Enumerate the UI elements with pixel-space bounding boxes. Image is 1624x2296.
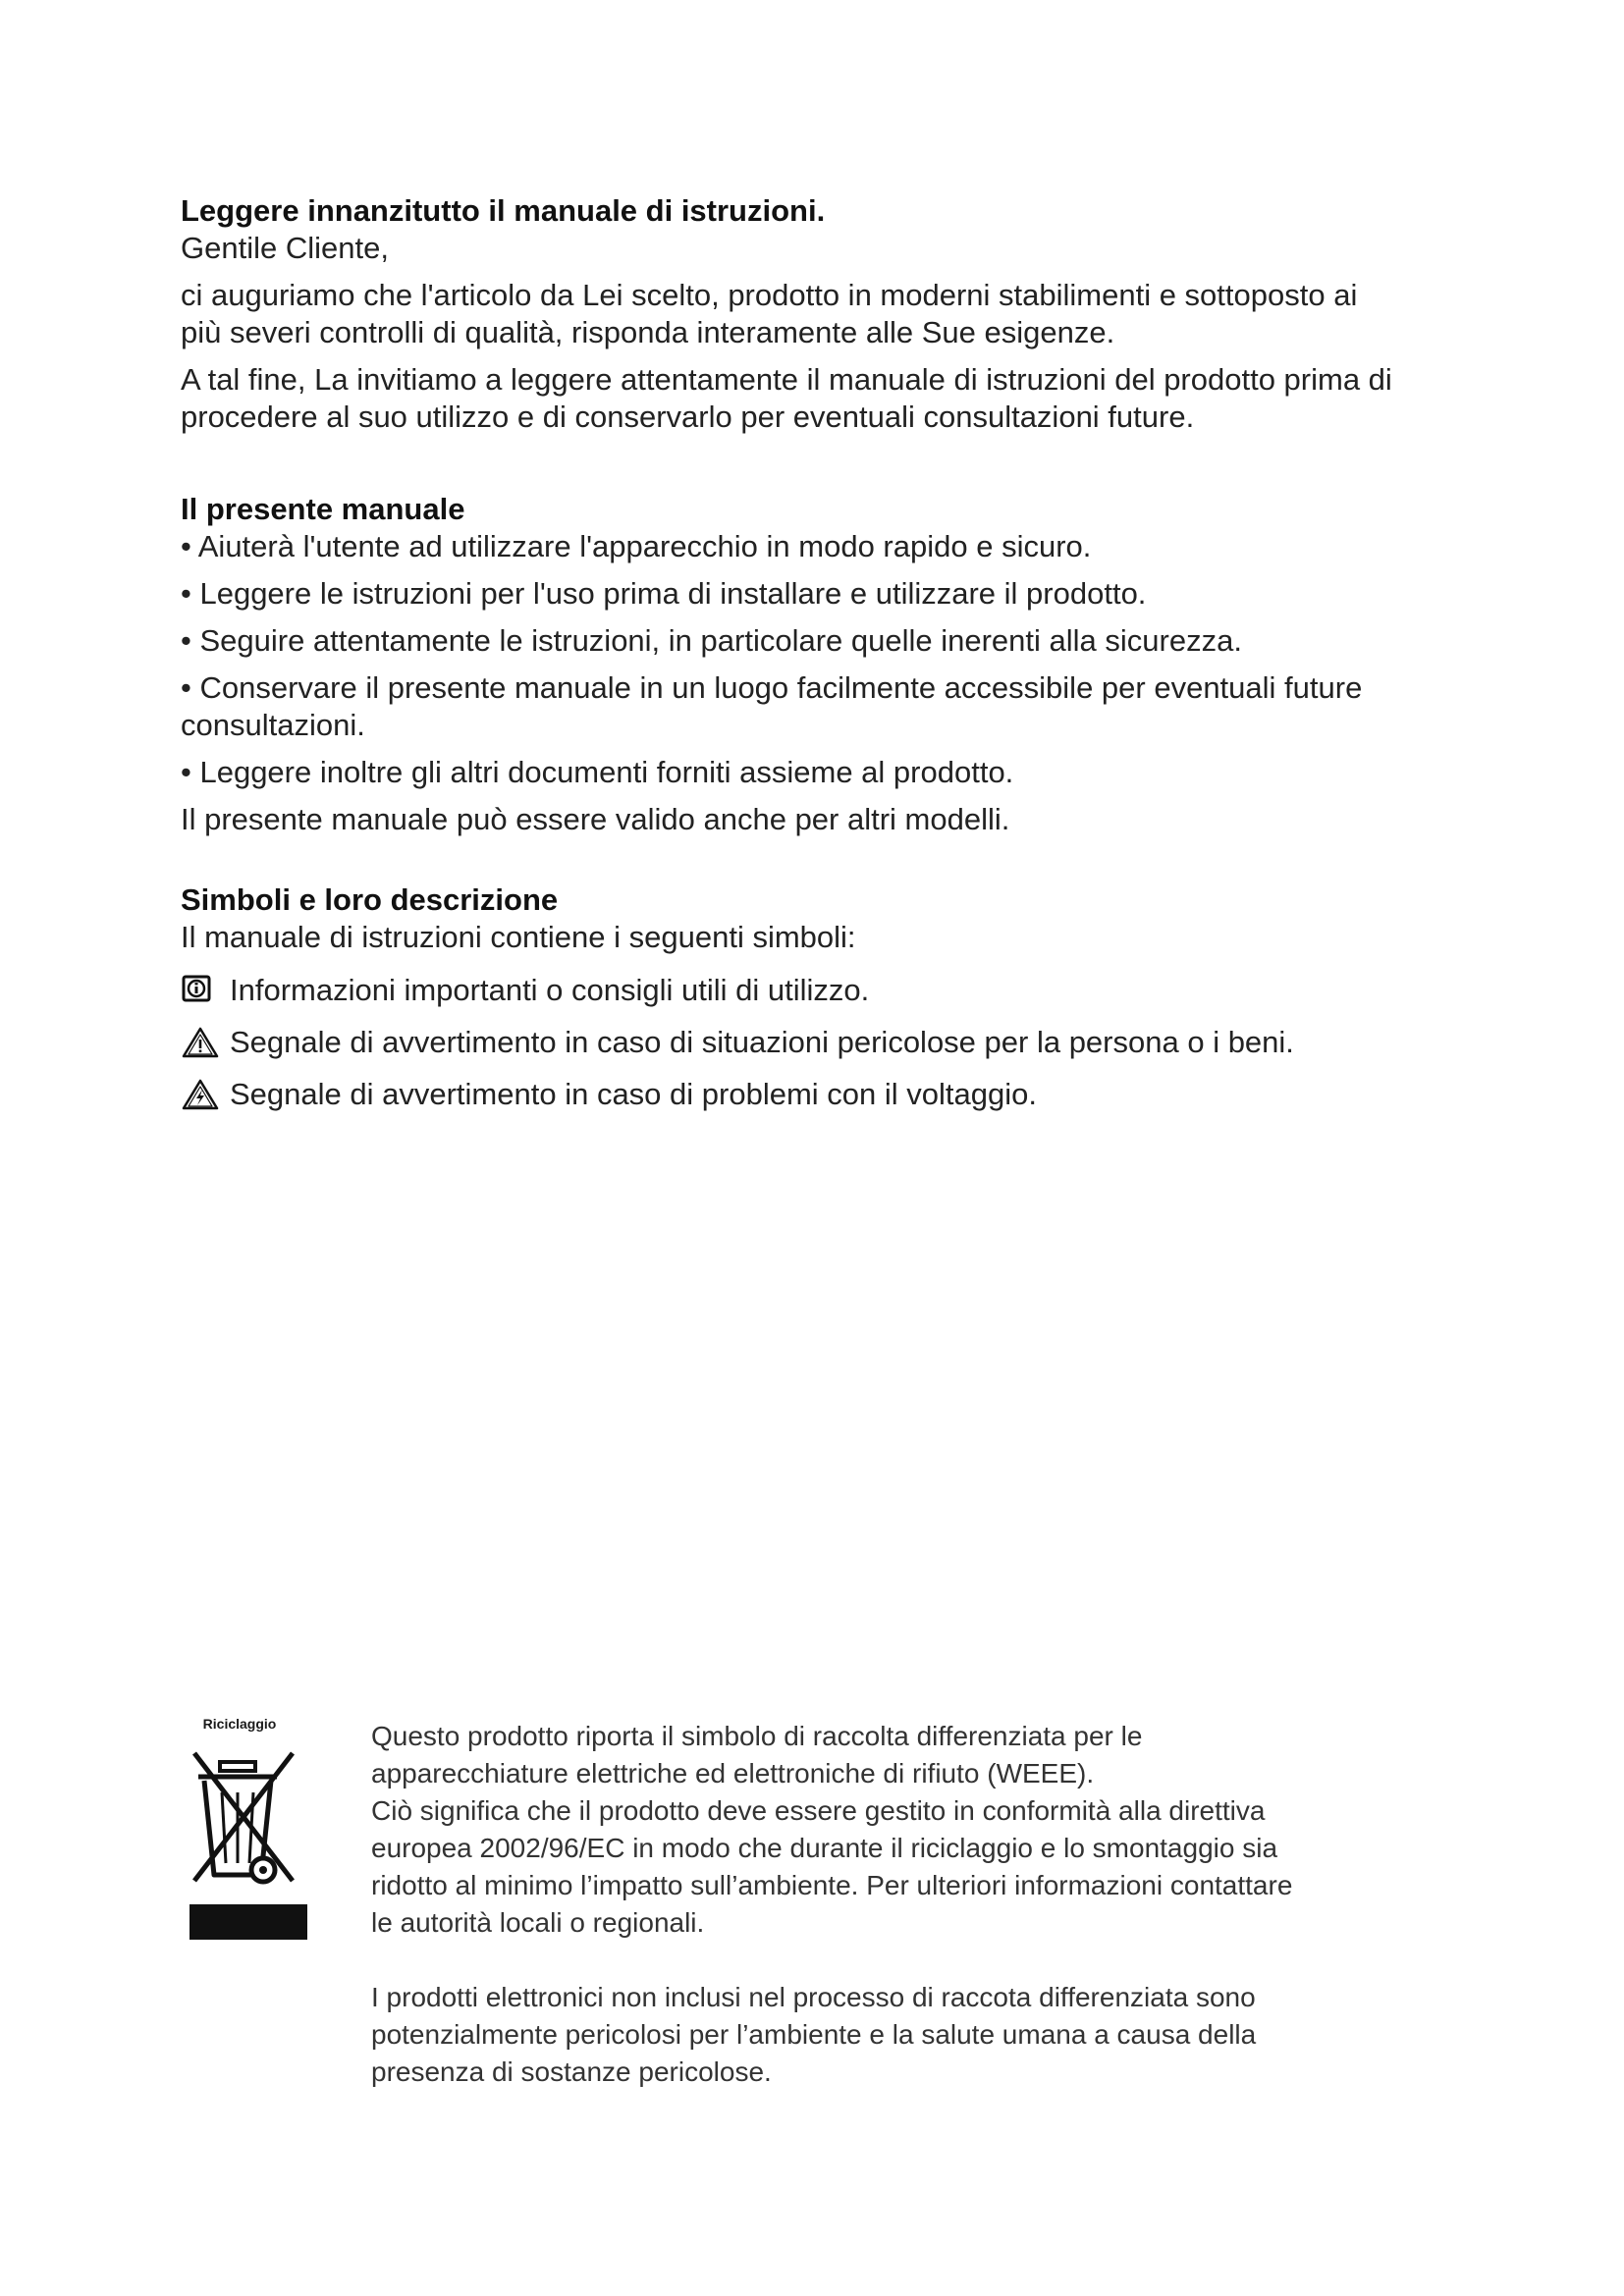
symbols-section <box>181 881 1457 1128</box>
bullet-item: • Leggere le istruzioni per l'uso prima di installare e utilizzare il prodotto. <box>181 576 1147 611</box>
intro-section <box>181 192 1457 436</box>
bullet-item: • Aiuterà l'utente ad utilizzare l'apparecchio in modo rapido e sicuro. <box>181 529 1092 563</box>
recycling-line: le autorità locali o regionali. <box>371 1907 705 1938</box>
voltage-warning-icon <box>181 1078 220 1111</box>
greeting: Gentile Cliente, <box>181 231 389 265</box>
bullet-item: • Seguire attentamente le istruzioni, in particolare quelle inerenti alla sicurezza. <box>181 623 1242 658</box>
warning-triangle-icon <box>181 1026 220 1059</box>
intro-paragraph-line: ci auguriamo che l'articolo da Lei scelto, prodotto in moderni stabilimenti e sottoposto ai <box>181 278 1358 312</box>
symbol-row-voltage <box>181 1076 1457 1113</box>
symbol-row-info <box>181 972 1457 1009</box>
intro-paragraph-line: A tal fine, La invitiamo a leggere attentamente il manuale di istruzioni del prodotto prima di <box>181 362 1392 397</box>
recycling-graphic <box>181 1716 318 1947</box>
recycling-section <box>371 1718 1402 2091</box>
recycling-line: potenzialmente pericolosi per l’ambiente e la salute umana a causa della <box>371 2019 1257 2050</box>
symbols-intro: Il manuale di istruzioni contiene i seguenti simboli: <box>181 920 856 954</box>
intro-paragraph-line: procedere al suo utilizzo e di conservarlo per eventuali consultazioni future. <box>181 400 1195 434</box>
recycling-line: Questo prodotto riporta il simbolo di raccolta differenziata per le <box>371 1721 1143 1751</box>
symbol-row-warning <box>181 1024 1457 1061</box>
symbol-description: Segnale di avvertimento in caso di situazioni pericolose per la persona o i beni. <box>230 1025 1294 1059</box>
recycling-line: I prodotti elettronici non inclusi nel processo di raccota differenziata sono <box>371 1982 1256 2012</box>
symbols-heading: Simboli e loro descrizione <box>181 882 559 917</box>
intro-paragraph-line: più severi controlli di qualità, risponda interamente alle Sue esigenze. <box>181 315 1115 349</box>
recycling-line: Ciò significa che il prodotto deve essere gestito in conformità alla direttiva <box>371 1795 1266 1826</box>
bullet-item-continuation: consultazioni. <box>181 708 365 742</box>
crossed-bin-icon <box>181 1745 308 1942</box>
intro-heading: Leggere innanzitutto il manuale di istruzioni. <box>181 193 826 228</box>
manual-section <box>181 491 1457 838</box>
recycling-label: Riciclaggio <box>202 1716 277 1732</box>
symbol-description: Segnale di avvertimento in caso di problemi con il voltaggio. <box>230 1077 1037 1111</box>
recycling-line: europea 2002/96/EC in modo che durante il riciclaggio e lo smontaggio sia <box>371 1833 1278 1863</box>
recycling-line: apparecchiature elettriche ed elettroniche di rifiuto (WEEE). <box>371 1758 1095 1789</box>
info-icon <box>181 974 220 1007</box>
bullet-item: • Conservare il presente manuale in un luogo facilmente accessibile per eventuali future <box>181 670 1363 705</box>
bullet-item: • Leggere inoltre gli altri documenti forniti assieme al prodotto. <box>181 755 1014 789</box>
manual-note: Il presente manuale può essere valido anche per altri modelli. <box>181 802 1010 836</box>
symbol-description: Informazioni importanti o consigli utili di utilizzo. <box>230 973 870 1007</box>
recycling-line: ridotto al minimo l’impatto sull’ambiente. Per ulteriori informazioni contattare <box>371 1870 1293 1900</box>
manual-heading: Il presente manuale <box>181 492 465 526</box>
recycling-line: presenza di sostanze pericolose. <box>371 2056 772 2087</box>
